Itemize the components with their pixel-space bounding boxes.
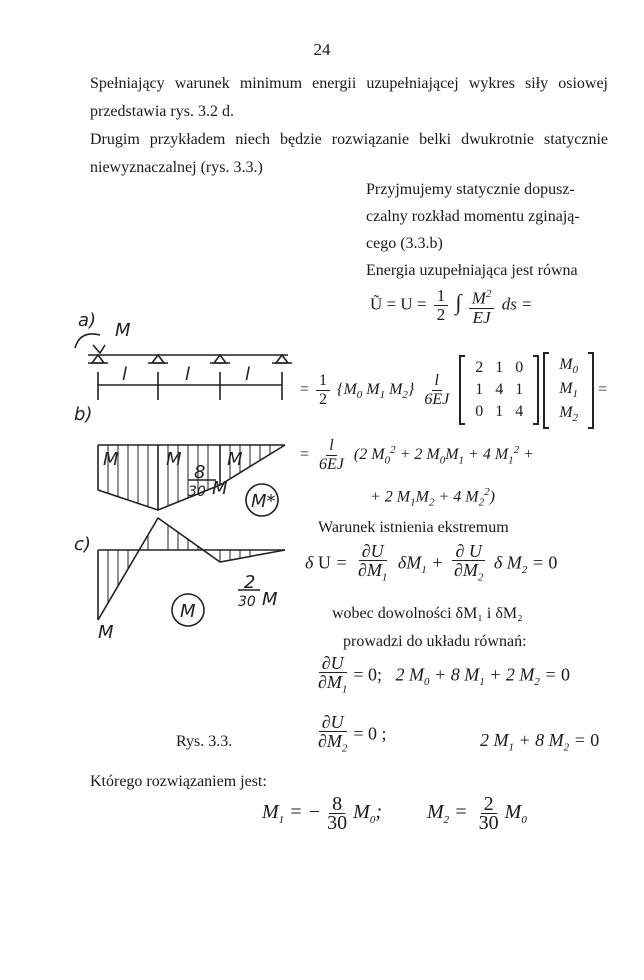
- equation-1: $\frac{\partial U}{\partial M_1}$ = 0; 2 $M_0 + 8$ $M_1 + 2$ $M_2 = 0$: [318, 653, 570, 696]
- matrix-expression: = $\frac{1}{2}$ {$M_0$ $M_1$ $M_2$} $\frac{l}{6EJ}$ 2 1 0 1 4 1 0 1 4 $M_0$ $M_1$ $M_2$ =: [300, 352, 607, 429]
- wobec-text: wobec dowolności δM₁ i δM₂: [332, 605, 523, 622]
- label-m1-b: M: [166, 449, 182, 470]
- label-m2-b: M: [227, 449, 243, 470]
- right-text-line-1: Przyjmujemy statycznie dopusz-: [366, 181, 575, 198]
- label-m0-b: M: [103, 449, 119, 470]
- support-2: [152, 355, 164, 363]
- label-b: b): [74, 404, 93, 425]
- solution-label: Którego rozwiązaniem jest:: [90, 773, 267, 790]
- label-m0-frac-b: M: [212, 478, 228, 499]
- label-m0-frac-c: M: [262, 589, 278, 610]
- right-text-line-3: cego (3.3.b): [366, 235, 443, 252]
- beam-figure: [70, 300, 310, 650]
- right-text-line-2: czalny rozkład momentu zginają-: [366, 208, 580, 225]
- num-30-b: 30: [188, 484, 206, 500]
- span-label-2: l: [185, 364, 191, 385]
- page-number: 24: [313, 40, 331, 59]
- support-1: [92, 355, 104, 363]
- num-2: 2: [244, 572, 256, 593]
- moment-vector: $M_0$ $M_1$ $M_2$: [543, 352, 594, 429]
- label-m0-a: M: [115, 320, 131, 341]
- equation-2-rhs: 2 $M_1 + 8$ $M_2 = 0$: [480, 730, 600, 754]
- prowadzi-text: prowadzi do układu równań:: [343, 633, 527, 650]
- moment-arrow: [75, 334, 100, 348]
- right-text-line-4: Energia uzupełniająca jest równa: [366, 262, 578, 279]
- num-8: 8: [194, 462, 206, 483]
- num-30-c: 30: [238, 594, 256, 610]
- m-star-label: M*: [251, 491, 276, 512]
- m-label: M: [180, 601, 196, 622]
- solution: $M_1$ = − $\frac{8}{30}$ $M_0$; $M_2$ = $\frac{2}{30}$ $M_0$: [262, 793, 527, 834]
- label-c: c): [74, 534, 91, 555]
- expanded-energy-line-1: = $\frac{l}{6EJ}$ (2 $M_0^2 + 2$ $M_0M_1 + 4$ $M_1^2$ +: [300, 437, 534, 473]
- energy-formula: Ũ = U = $\frac{1}{2}$ ∫ $\frac{M^2}{EJ}$ ds =: [370, 286, 533, 327]
- equation-2: $\frac{\partial U}{\partial M_2}$ = 0 ;: [318, 712, 387, 755]
- support-4: [276, 355, 288, 363]
- label-m0-c: M: [98, 622, 114, 643]
- figure-caption: Rys. 3.3.: [176, 733, 233, 750]
- span-label-1: l: [122, 364, 128, 385]
- variation-equation: δ U = $\frac{\partial U}{\partial M_1}$ $\delta M_1$ + $\frac{\partial U}{\partial M_2}$ δ $M_2 = 0$: [305, 541, 558, 584]
- support-3: [214, 355, 226, 363]
- label-a: a): [78, 310, 97, 331]
- stiffness-matrix: 2 1 0 1 4 1 0 1 4: [459, 355, 539, 425]
- span-label-3: l: [245, 364, 251, 385]
- paragraph-1: Spełniający warunek minimum energii uzupełniającej wykres siły osiowej przedstawia rys. 3.2 d.: [90, 75, 608, 120]
- expanded-energy-line-2: + 2 $M_1M_2 + 4$ $M_2^2$): [370, 486, 495, 509]
- paragraph-2: Drugim przykładem niech będzie rozwiązanie belki dwukrotnie statycznie niewyznaczalnej (rys. 3.3.): [90, 131, 608, 176]
- condition-text: Warunek istnienia ekstremum: [318, 519, 509, 536]
